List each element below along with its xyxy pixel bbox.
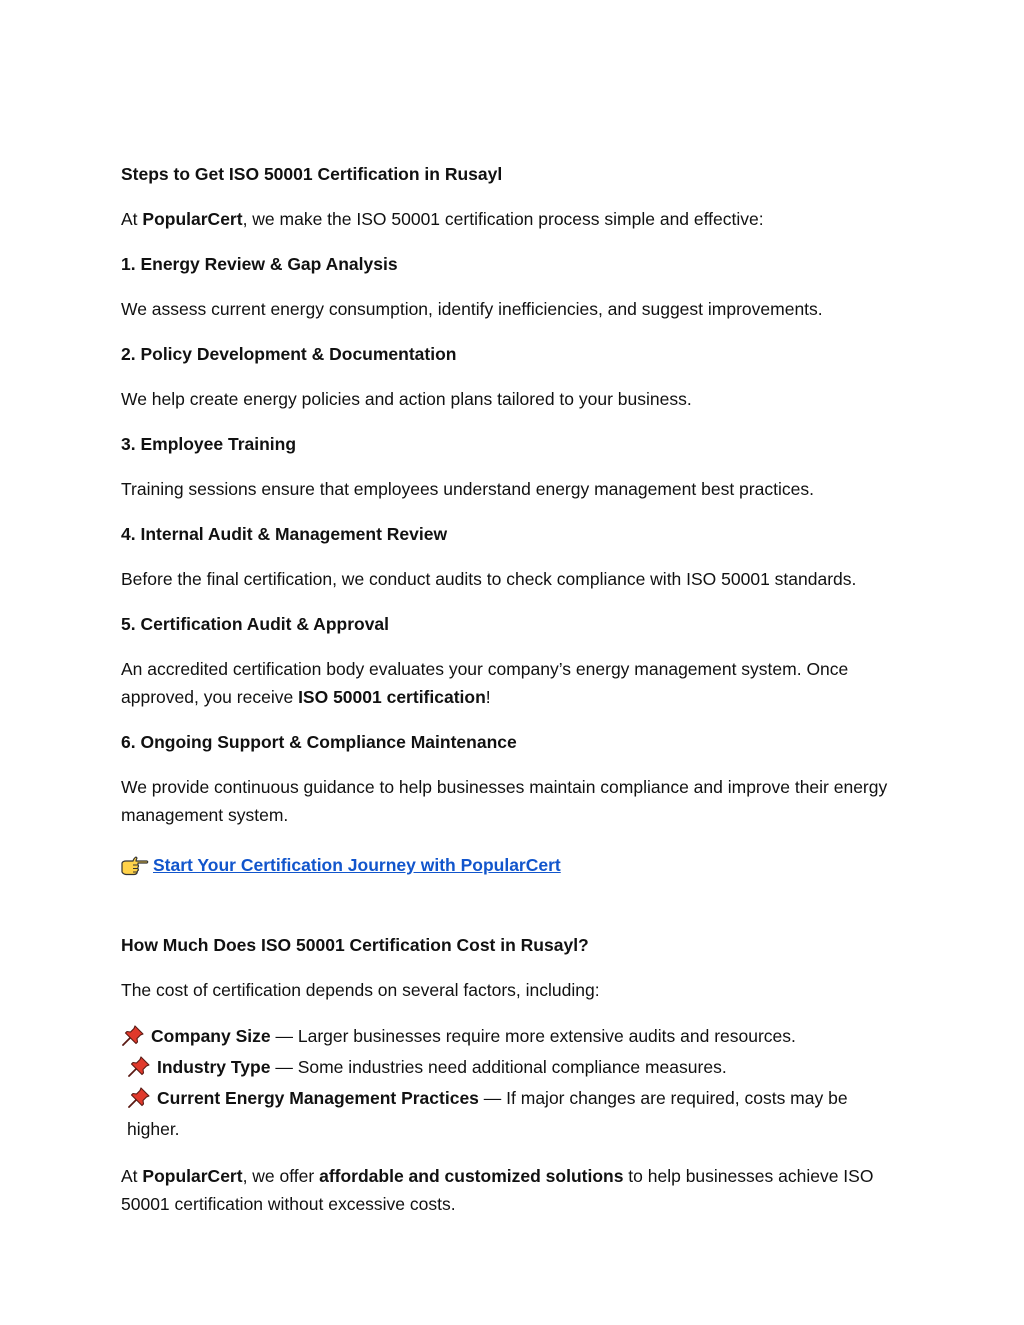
factor-label: Company Size (151, 1026, 271, 1046)
closing-middle: , we offer (242, 1166, 320, 1186)
pushpin-icon (121, 1024, 145, 1046)
step-5-text-bold: ISO 50001 certification (298, 687, 486, 707)
step-4-heading: 4. Internal Audit & Management Review (121, 524, 448, 544)
pushpin-icon (127, 1086, 151, 1108)
brand-name: PopularCert (142, 209, 243, 229)
section-title-cost: How Much Does ISO 50001 Certification Cost in Rusayl? (121, 935, 589, 955)
step-4-text: Before the final certification, we conduct audits to check compliance with ISO 50001 standards. (121, 569, 857, 589)
factor-text: If major changes are required, costs may be higher. (127, 1088, 848, 1139)
step-5-text (121, 655, 904, 711)
factor-label: Current Energy Management Practices (157, 1088, 479, 1108)
closing-suffix: to help businesses achieve ISO 50001 certification without excessive costs. (121, 1166, 874, 1214)
step-1-heading: 1. Energy Review & Gap Analysis (121, 254, 398, 274)
cta-row (121, 851, 904, 879)
intro-suffix: , we make the ISO 50001 certification process simple and effective: (242, 209, 764, 229)
factor-separator: — (478, 1088, 507, 1108)
intro-prefix: At (121, 209, 143, 229)
closing-prefix: At (121, 1166, 143, 1186)
cost-factors-list (121, 1021, 904, 1145)
section-title-steps: Steps to Get ISO 50001 Certification in Rusayl (121, 164, 503, 184)
brand-name: PopularCert (142, 1166, 243, 1186)
step-1-text: We assess current energy consumption, identify inefficiencies, and suggest improvements. (121, 299, 823, 319)
start-certification-link[interactable]: Start Your Certification Journey with PopularCert (153, 855, 561, 875)
factor-text: Some industries need additional compliance measures. (297, 1057, 727, 1077)
step-2-text: We help create energy policies and action plans tailored to your business. (121, 389, 692, 409)
cost-closing (121, 1162, 904, 1218)
pushpin-icon (127, 1055, 151, 1077)
list-item (121, 1021, 904, 1052)
factor-separator: — (270, 1026, 298, 1046)
step-5-text-prefix: An accredited certification body evaluates your company’s energy management system. Once approved, you receive (121, 659, 849, 707)
factor-separator: — (270, 1057, 298, 1077)
step-2-heading: 2. Policy Development & Documentation (121, 344, 457, 364)
step-3-heading: 3. Employee Training (121, 434, 297, 454)
factor-label: Industry Type (157, 1057, 271, 1077)
step-6-heading: 6. Ongoing Support & Compliance Maintenance (121, 732, 517, 752)
closing-bold: affordable and customized solutions (319, 1166, 624, 1186)
step-3-text: Training sessions ensure that employees understand energy management best practices. (121, 479, 814, 499)
list-item (121, 1083, 904, 1145)
cost-intro: The cost of certification depends on several factors, including: (121, 980, 600, 1000)
step-5-heading: 5. Certification Audit & Approval (121, 614, 390, 634)
step-5-text-suffix: ! (485, 687, 491, 707)
factor-text: Larger businesses require more extensive audits and resources. (297, 1026, 796, 1046)
pointing-hand-icon (121, 854, 149, 876)
step-6-text: We provide continuous guidance to help businesses maintain compliance and improve their energy management system. (121, 777, 888, 825)
steps-intro (121, 205, 904, 233)
list-item (121, 1052, 904, 1083)
